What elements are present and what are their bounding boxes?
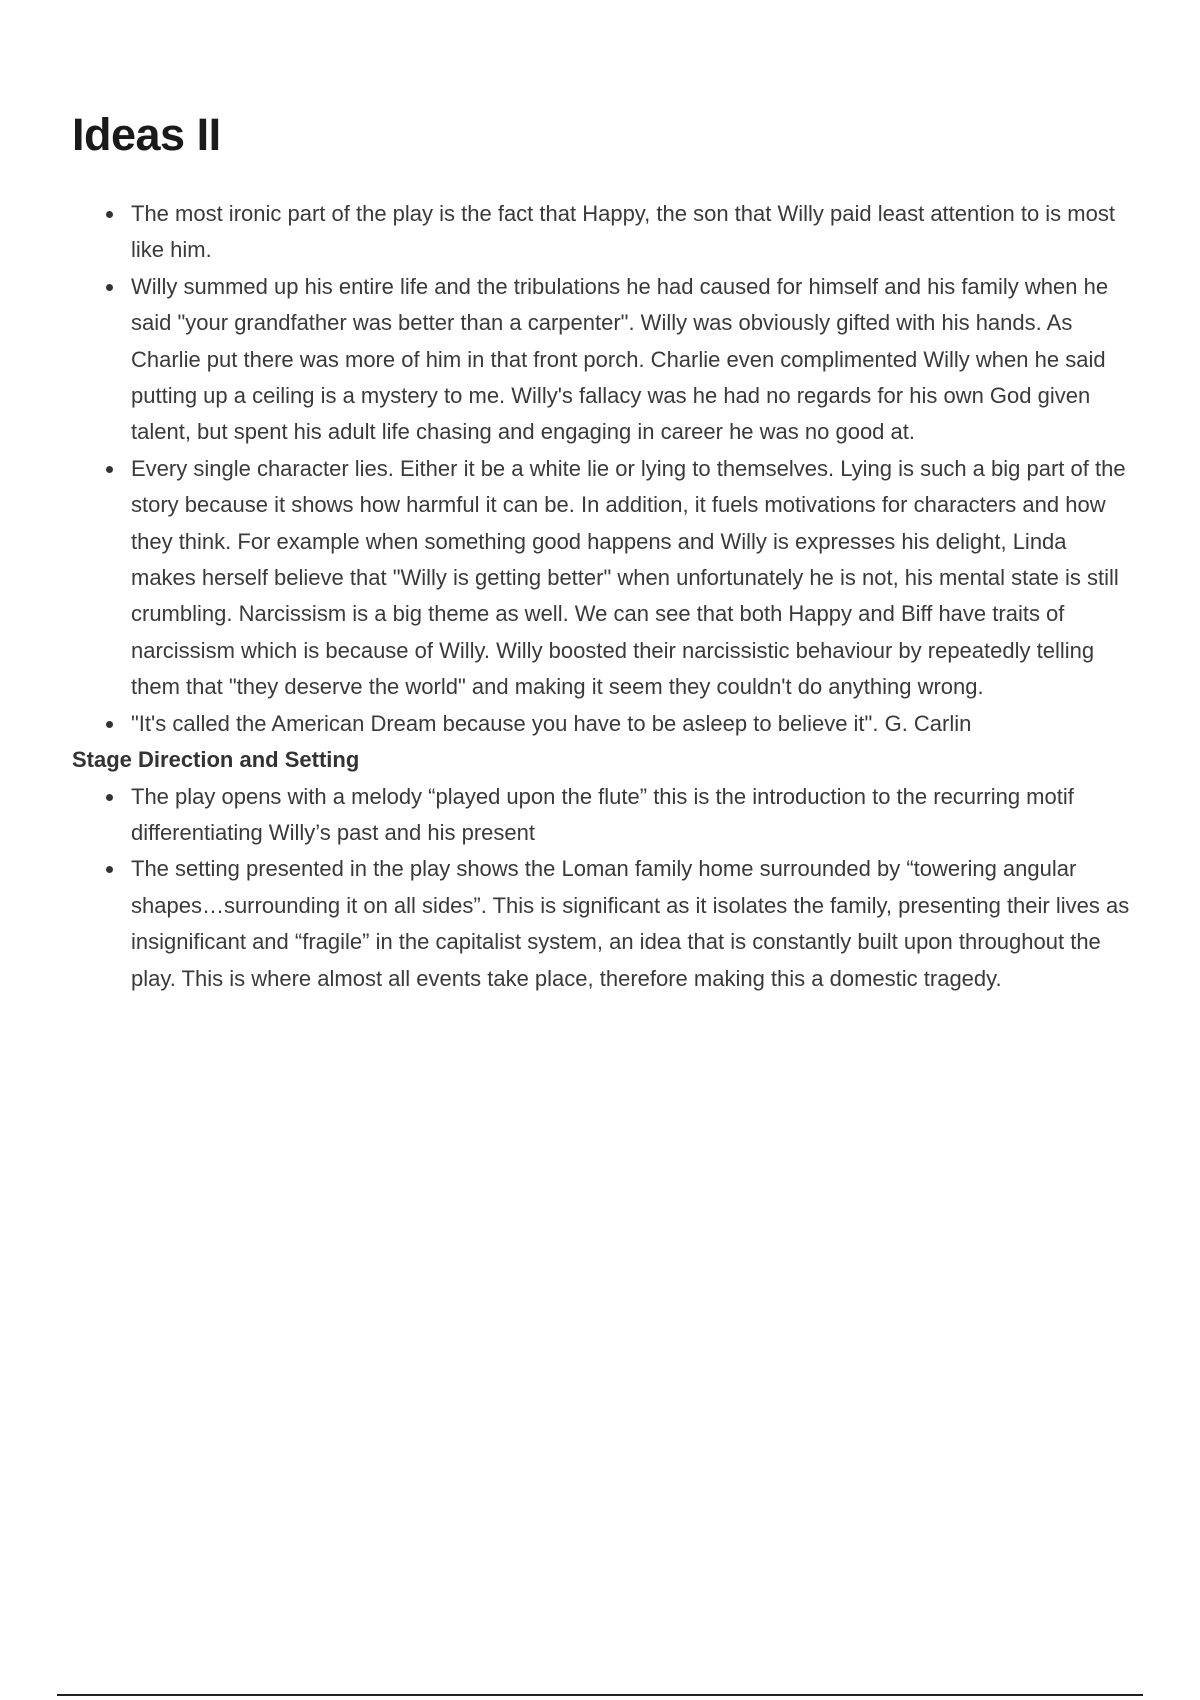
ideas-list [72,196,1132,742]
list-item: The most ironic part of the play is the fact that Happy, the son that Willy paid least attention to is most like him. [131,196,1132,269]
document-body [72,196,1132,997]
page-title: Ideas II [72,109,221,160]
list-item: The setting presented in the play shows the Loman family home surrounded by “towering angular shapes…surrounding it on all sides”. This is significant as it isolates the family, presenting their lives as insignificant and “fragile” in the capitalist system, an idea that is constantly built upon throughout the play. This is where almost all events take place, therefore making this a domestic tragedy. [131,851,1132,997]
section-heading-stage-direction: Stage Direction and Setting [72,747,360,773]
list-item: "It's called the American Dream because you have to be asleep to believe it". G. Carlin [131,706,1132,742]
list-item: The play opens with a melody “played upon the flute” this is the introduction to the recurring motif differentiating Willy’s past and his present [131,779,1132,852]
footer-divider [57,1694,1143,1696]
stage-direction-list [72,779,1132,997]
list-item: Willy summed up his entire life and the tribulations he had caused for himself and his family when he said "your grandfather was better than a carpenter". Willy was obviously gifted with his hands. As Charlie put there was more of him in that front porch. Charlie even complimented Willy when he said putting up a ceiling is a mystery to me. Willy's fallacy was he had no regards for his own God given talent, but spent his adult life chasing and engaging in career he was no good at. [131,269,1132,451]
list-item: Every single character lies. Either it be a white lie or lying to themselves. Lying is such a big part of the story because it shows how harmful it can be. In addition, it fuels motivations for characters and how they think. For example when something good happens and Willy is expresses his delight, Linda makes herself believe that "Willy is getting better" when unfortunately he is not, his mental state is still crumbling. Narcissism is a big theme as well. We can see that both Happy and Biff have traits of narcissism which is because of Willy. Willy boosted their narcissistic behaviour by repeatedly telling them that "they deserve the world" and making it seem they couldn't do anything wrong. [131,451,1132,706]
